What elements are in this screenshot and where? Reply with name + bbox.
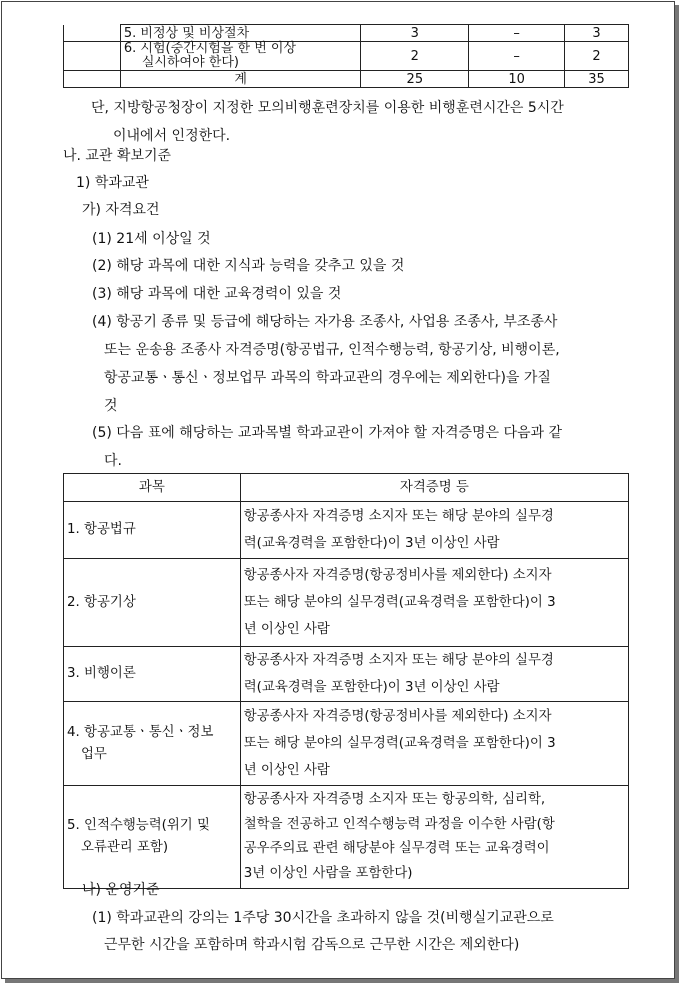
table-row — [64, 42, 629, 71]
requirement-item: 다. — [104, 453, 122, 469]
subsection-heading: 1) 학과교관 — [76, 175, 149, 191]
subject-cell: 4. 항공교통ㆍ통신ㆍ정보 업무 — [64, 702, 241, 786]
note-text: 단, 지방항공청장이 지정한 모의비행훈련장치를 이용한 비행훈련시간은 5시간 — [91, 100, 564, 116]
requirement-item: 또는 운송용 조종사 자격증명(항공법규, 인적수행능력, 항공기상, 비행이론, — [104, 342, 560, 358]
subject-cell: 1. 항공법규 — [64, 502, 241, 559]
cell-value: 10 — [469, 71, 565, 88]
table-row — [64, 71, 629, 88]
note-text: 이내에서 인정한다. — [113, 128, 231, 144]
cert-cell: 항공종사자 자격증명 소지자 또는 해당 분야의 실무경 력(교육경력을 포함한다)이 3년 이상인 사람 — [240, 502, 628, 559]
cell-value: 3 — [565, 25, 629, 42]
requirement-item: (3) 해당 과목에 대한 교육경력이 있을 것 — [92, 286, 342, 302]
cert-cell: 항공종사자 자격증명 소지자 또는 해당 분야의 실무경 력(교육경력을 포함한다)이 3년 이상인 사람 — [240, 647, 628, 702]
column-header: 과목 — [64, 474, 241, 502]
certification-table — [63, 473, 629, 889]
cert-cell: 항공종사자 자격증명(항공정비사를 제외한다) 소지자 또는 해당 분야의 실무경력(교육경력을 포함한다)이 3 년 이상인 사람 — [240, 702, 628, 786]
cell-value: – — [469, 42, 565, 71]
section-heading: 나. 교관 확보기준 — [63, 148, 172, 164]
cell-value: 2 — [565, 42, 629, 71]
operation-item: (1) 학과교관의 강의는 1주당 30시간을 초과하지 않을 것(비행실기교관으로 — [92, 910, 554, 926]
column-header: 자격증명 등 — [240, 474, 628, 502]
cert-cell: 항공종사자 자격증명 소지자 또는 항공의학, 심리학, 철학을 전공하고 인적수행능력 과정을 이수한 사람(항 공우주의료 관련 해당분야 실무경력 또는 교육경력이 3년 이상인 사람을 포함한다) — [240, 786, 628, 889]
subject-cell: 2. 항공기상 — [64, 559, 241, 647]
subject-cell: 3. 비행이론 — [64, 647, 241, 702]
total-label: 계 — [120, 71, 361, 88]
requirement-item: (5) 다음 표에 해당하는 교과목별 학과교관이 가져야 할 자격증명은 다음과 같 — [92, 425, 563, 441]
cell-value: 3 — [361, 25, 469, 42]
table-row — [64, 25, 629, 42]
table-row — [64, 647, 629, 702]
table-header-row — [64, 474, 629, 502]
requirement-item: 것 — [104, 398, 118, 414]
subsection-heading: 가) 자격요건 — [82, 202, 160, 218]
operation-item: 근무한 시간을 포함하며 학과시험 감독으로 근무한 시간은 제외한다) — [104, 937, 520, 953]
subject-cell: 5. 인적수행능력(위기 및 오류관리 포함) — [64, 786, 241, 889]
cell-value: 35 — [565, 71, 629, 88]
flight-hours-table — [63, 24, 629, 88]
cell-value: 25 — [361, 71, 469, 88]
row-label: 5. 비정상 및 비상절차 — [120, 25, 361, 42]
cert-cell: 항공종사자 자격증명(항공정비사를 제외한다) 소지자 또는 해당 분야의 실무경력(교육경력을 포함한다)이 3 년 이상인 사람 — [240, 559, 628, 647]
table-row — [64, 786, 629, 889]
requirement-item: (4) 항공기 종류 및 등급에 해당하는 자가용 조종사, 사업용 조종사, 부조종사 — [92, 314, 558, 330]
subsection-heading: 나) 운영기준 — [82, 882, 160, 898]
table-row — [64, 702, 629, 786]
cell-value: – — [469, 25, 565, 42]
requirement-item: 항공교통ㆍ통신ㆍ정보업무 과목의 학과교관의 경우에는 제외한다)을 가질 — [104, 370, 551, 386]
requirement-item: (2) 해당 과목에 대한 지식과 능력을 갖추고 있을 것 — [92, 258, 405, 274]
table-row — [64, 502, 629, 559]
cell-value: 2 — [361, 42, 469, 71]
requirement-item: (1) 21세 이상일 것 — [92, 231, 211, 247]
row-label: 6. 시험(중간시험을 한 번 이상 실시하여야 한다) — [120, 42, 361, 71]
table-row — [64, 559, 629, 647]
